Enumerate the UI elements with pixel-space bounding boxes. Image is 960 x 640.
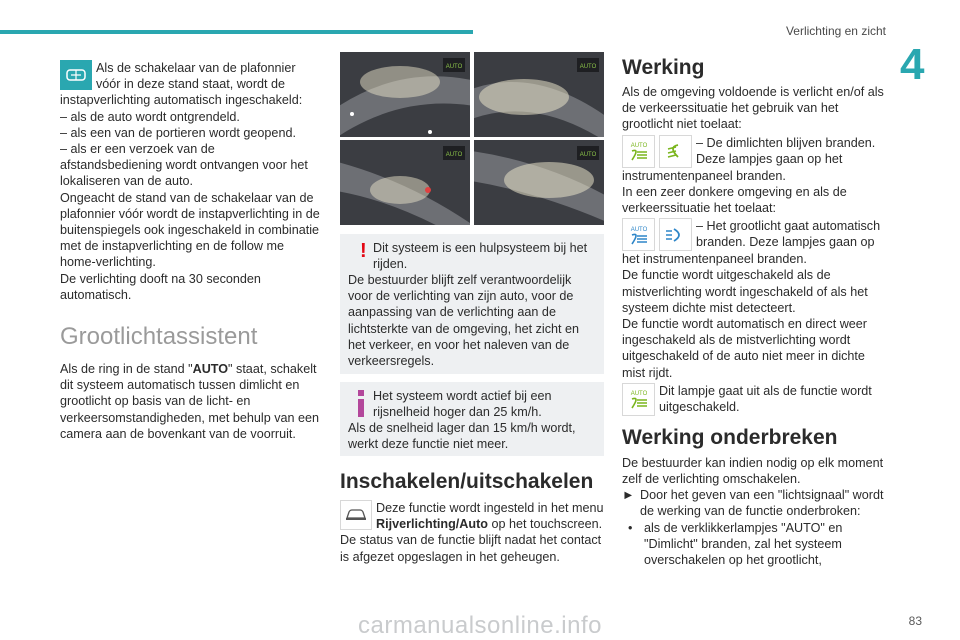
info-intro: Het systeem wordt actief bij een rijsnelheid hoger dan 25 km/h. <box>373 389 552 420</box>
interrupt-step-text: Door het geven van een "lichtsignaal" wordt de werking van de functie onderbroken: <box>640 488 884 519</box>
info-box <box>340 382 604 456</box>
dipped-beam-indicator-icon <box>659 135 692 168</box>
interrupt-step <box>622 487 888 519</box>
page-number: 83 <box>908 614 922 628</box>
interrupt-intro: De bestuurder kan indien nodig op elk moment zelf de verlichting omschakelen. <box>622 455 884 487</box>
bullet-icon: • <box>628 520 633 535</box>
section-heading-interrupt: Werking onderbreken <box>622 425 838 449</box>
auto-off-text: Dit lampje gaat uit als de functie wordt uitgeschakeld. <box>659 383 872 415</box>
header-accent-bar <box>0 30 473 34</box>
car-settings-icon <box>340 500 372 530</box>
section-title: Verlichting en zicht <box>785 24 886 38</box>
auto-indicator-icon <box>622 218 655 251</box>
warning-icon: ! <box>360 240 367 262</box>
dipped-beam-text: – De dimlichten blijven branden. Deze lampjes gaan op het <box>696 135 876 166</box>
svg-text:AUTO: AUTO <box>579 64 597 70</box>
svg-text:AUTO: AUTO <box>445 64 463 70</box>
column-2-lower <box>340 470 606 565</box>
watermark: carmanualsonline.info <box>358 612 602 639</box>
interrupt-bullet-text: als de verklikkerlampjes "AUTO" en "Dimlicht" branden, zal het systeem overschakelen op het grootlicht, <box>644 520 843 568</box>
info-icon <box>358 390 366 418</box>
chapter-number: 4 <box>900 40 925 89</box>
info-body: Als de snelheid lager dan 15 km/h wordt, werkt deze functie niet meer. <box>348 421 576 452</box>
dipped-beam-body: instrumentenpaneel branden. In een zeer donkere omgeving en als de verkeerssituatie het toelaat: <box>622 168 847 216</box>
section-heading-operation: Werking <box>622 56 705 79</box>
illustration-panel-4 <box>474 140 604 225</box>
illustration-panel-2 <box>474 52 604 137</box>
auto-indicator-icon <box>622 135 655 168</box>
svg-text:AUTO: AUTO <box>630 226 647 233</box>
enable-disable-body: De status van de functie blijft nadat het contact is afgezet opgeslagen in het geheugen. <box>340 533 602 564</box>
section-heading-high-beam-assist: Grootlichtassistent <box>60 323 258 351</box>
enable-disable-intro: Deze functie wordt ingesteld in het menu Rijverlichting/Auto op het touchscreen. <box>376 501 604 532</box>
high-beam-text: – Het grootlicht gaat automatisch branden. Deze lampjes gaan op <box>696 219 881 250</box>
svg-text:AUTO: AUTO <box>630 143 647 150</box>
operation-intro: Als de omgeving voldoende is verlicht en/of als de verkeerssituatie het gebruik van het grootlicht niet toelaat: <box>622 85 884 132</box>
column-1 <box>60 60 320 442</box>
column-3 <box>622 56 888 568</box>
auto-indicator-off-icon <box>622 383 655 416</box>
high-beam-indicator-icon <box>659 218 692 251</box>
courtesy-light-intro: Als de schakelaar van de plafonnier vóór in deze stand staat, wordt de <box>96 61 296 92</box>
warning-box <box>340 234 604 374</box>
section-heading-enable-disable: Inschakelen/uitschakelen <box>340 470 594 493</box>
svg-text:AUTO: AUTO <box>630 391 647 398</box>
high-beam-illustration <box>340 52 604 225</box>
high-beam-assist-intro: Als de ring in de stand "AUTO" staat, schakelt dit systeem automatisch tussen dimlicht en grootlicht op basis van de licht- en verkeersomstandigheden, met behulp van een camera aan de bovenkant van de voorruit. <box>60 362 320 441</box>
high-beam-body: het instrumentenpaneel branden. De functie wordt uitgeschakeld als de mistverlichting wordt ingeschakeld of als het systeem dichte mist detecteert. De functie wordt automatisch en direct weer ingeschakeld als de mistverlichting wordt uitgeschakeld of de auto niet meer in dichte mist rijdt. <box>622 252 868 380</box>
svg-text:AUTO: AUTO <box>445 152 463 158</box>
svg-text:AUTO: AUTO <box>579 152 597 158</box>
courtesy-light-body: instapverlichting automatisch ingeschakeld: – als de auto wordt ontgrendeld. – als een van de portieren wordt geopend. – als er een verzoek van de afstandsbediening wordt ontvangen voor het lokaliseren van de auto. Ongeacht de stand van de schakelaar van de plafonnier vóór wordt de instapverlichting in de buitenspiegels ook ingeschakeld in combinatie met de instapverlichting en de follow me home-verlichting. De verlichting dooft na 30 seconden automatisch. <box>60 93 320 302</box>
illustration-panel-3 <box>340 140 470 225</box>
warning-body: De bestuurder blijft zelf verantwoordelijk voor de verlichting van zijn auto, voor de aanpassing van de verlichting aan de lichtsterkte van de omgeving, het zicht en het verkeer, en voor het naleven van de verkeersregels. <box>348 273 580 369</box>
interrupt-bullet <box>622 520 888 569</box>
illustration-panel-1 <box>340 52 470 137</box>
courtesy-light-icon <box>60 60 92 90</box>
warning-intro: Dit systeem is een hulpsysteem bij het rijden. <box>373 241 588 272</box>
arrow-icon: ► <box>622 488 635 503</box>
